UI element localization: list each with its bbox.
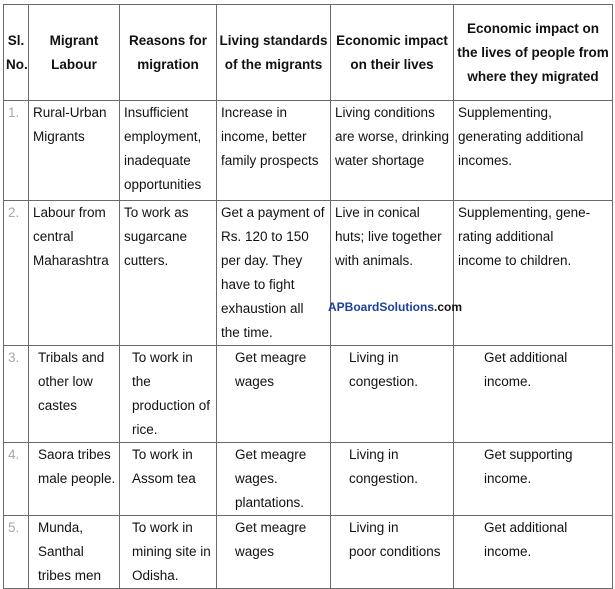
living-cell: Get meagre wages [217, 516, 331, 589]
reasons-cell: Insufficient employment, inadequate opportunities [120, 101, 217, 201]
economic-lives-cell: Living in congestion. [331, 443, 454, 516]
row-number: 3. [4, 346, 29, 443]
header-migrant-labour: Migrant Labour [29, 5, 120, 101]
row-number: 4. [4, 443, 29, 516]
economic-lives-cell: Living conditions are worse, drinking water shortage [331, 101, 454, 201]
economic-origin-cell: Get supporting income. [454, 443, 613, 516]
migrant-cell: Munda, Santhal tribes men [29, 516, 120, 589]
living-cell: Get meagre wages [217, 346, 331, 443]
economic-lives-cell: Living in poor conditions [331, 516, 454, 589]
reasons-cell: To work in the production of rice. [120, 346, 217, 443]
header-reasons: Reasons for migration [120, 5, 217, 101]
economic-origin-cell: Get additional income. [454, 516, 613, 589]
watermark-part-brand: BoardSolutions [344, 300, 435, 314]
watermark-part-domain: .com [434, 300, 463, 314]
living-cell: Get a payment of Rs. 120 to 150 per day. They have to fight exhaustion all the time. [217, 201, 331, 346]
row-number: 2. [4, 201, 29, 346]
reasons-cell: To work in Assom tea [120, 443, 217, 516]
economic-lives-cell: Living in congestion. [331, 346, 454, 443]
economic-lives-cell: Live in conical huts; live together with animals. [331, 201, 454, 346]
watermark [328, 300, 462, 314]
table-row [4, 443, 613, 516]
living-cell: Get meagre wages. plantations. [217, 443, 331, 516]
living-cell: Increase in income, better family prospects [217, 101, 331, 201]
row-number: 5. [4, 516, 29, 589]
migrant-cell: Tribals and other low castes [29, 346, 120, 443]
header-economic-impact-lives: Economic impact on their lives [331, 5, 454, 101]
migration-table [3, 4, 613, 589]
migrant-cell: Saora tribes male people. [29, 443, 120, 516]
reasons-cell: To work as sugarcane cutters. [120, 201, 217, 346]
economic-origin-cell: Supplementing, generating additional incomes. [454, 101, 613, 201]
header-economic-impact-origin: Economic impact on the lives of people from where they migrated [454, 5, 613, 101]
economic-origin-cell: Supplementing, gene- rating additional income to children. [454, 201, 613, 346]
reasons-cell: To work in mining site in Odisha. [120, 516, 217, 589]
migrant-cell: Labour from central Maharashtra [29, 201, 120, 346]
economic-origin-cell: Get additional income. [454, 346, 613, 443]
migrant-cell: Rural-Urban Migrants [29, 101, 120, 201]
header-row [4, 5, 613, 101]
header-living-standards: Living standards of the migrants [217, 5, 331, 101]
watermark-part-ap: AP [328, 300, 345, 314]
table-row [4, 101, 613, 201]
table-row [4, 346, 613, 443]
table-row [4, 516, 613, 589]
row-number: 1. [4, 101, 29, 201]
table-row [4, 201, 613, 346]
header-sl-no: Sl. No. [4, 5, 29, 101]
